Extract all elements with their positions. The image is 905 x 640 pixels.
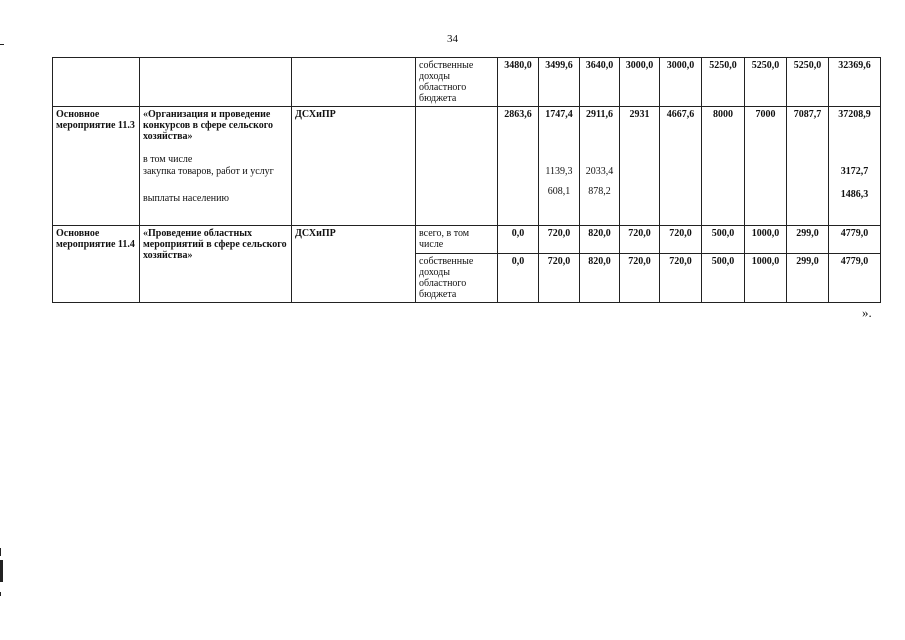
value-cell: 1000,0 xyxy=(745,226,787,254)
total-value: 37208,9 xyxy=(838,109,871,120)
total-cell: 4779,0 xyxy=(829,226,881,254)
value-cell: 2863,6 xyxy=(498,107,539,226)
measure-label: Основное мероприятие 11.3 xyxy=(53,107,140,226)
value-cell: 299,0 xyxy=(787,226,829,254)
sub-value: 1139,3 xyxy=(545,166,573,177)
value-cell: 5250,0 xyxy=(745,58,787,107)
value-cell: 4667,6 xyxy=(660,107,702,226)
value-cell: 7000 xyxy=(745,107,787,226)
sub-value: 608,1 xyxy=(547,186,571,197)
including-label: в том числе xyxy=(143,154,193,165)
total-cell: 32369,6 xyxy=(829,58,881,107)
value-cell: 7087,7 xyxy=(787,107,829,226)
executor: ДСХиПР xyxy=(292,107,416,226)
value-cell: 500,0 xyxy=(702,226,745,254)
empty-cell xyxy=(140,58,292,107)
sub-item-label: закупка товаров, работ и услуг xyxy=(143,166,274,177)
value-cell: 299,0 xyxy=(787,254,829,303)
value-cell: 720,0 xyxy=(660,226,702,254)
value-cell: 720,0 xyxy=(660,254,702,303)
funding-source: собственные доходы областного бюджета xyxy=(416,58,498,107)
value-cell: 820,0 xyxy=(580,226,620,254)
empty-cell xyxy=(53,58,140,107)
scan-mark xyxy=(0,548,1,556)
empty-cell xyxy=(416,107,498,226)
value: 1747,4 xyxy=(545,109,573,120)
value-cell: 3000,0 xyxy=(620,58,660,107)
value-cell: 3640,0 xyxy=(580,58,620,107)
value-cell: 8000 xyxy=(702,107,745,226)
sub-total: 1486,3 xyxy=(840,189,869,200)
total-cell xyxy=(829,107,881,226)
value-cell: 3000,0 xyxy=(660,58,702,107)
value-cell: 3499,6 xyxy=(539,58,580,107)
table-row xyxy=(53,107,881,226)
measure-title-cell xyxy=(140,107,292,226)
value-cell: 5250,0 xyxy=(702,58,745,107)
measure-label: Основное мероприятие 11.4 xyxy=(53,226,140,303)
measure-title: «Организация и проведение конкурсов в сфере сельского хозяйства» xyxy=(143,109,273,142)
value-cell: 720,0 xyxy=(539,254,580,303)
scan-mark xyxy=(0,592,1,596)
table-row xyxy=(53,226,881,254)
value-cell xyxy=(580,107,620,226)
budget-table xyxy=(52,57,881,303)
value-cell: 720,0 xyxy=(539,226,580,254)
value-cell: 0,0 xyxy=(498,226,539,254)
sub-item-label: выплаты населению xyxy=(143,193,229,204)
value-cell: 2931 xyxy=(620,107,660,226)
value-cell: 500,0 xyxy=(702,254,745,303)
measure-title: «Проведение областных мероприятий в сфере сельского хозяйства» xyxy=(140,226,292,303)
value-cell: 3480,0 xyxy=(498,58,539,107)
table-row xyxy=(53,58,881,107)
value-cell: 5250,0 xyxy=(787,58,829,107)
value-cell xyxy=(539,107,580,226)
closing-quote: ». xyxy=(862,305,872,320)
sub-value: 2033,4 xyxy=(585,166,614,177)
sub-total: 3172,7 xyxy=(840,166,869,177)
executor: ДСХиПР xyxy=(292,226,416,303)
total-cell: 4779,0 xyxy=(829,254,881,303)
measure-title-block xyxy=(143,109,288,203)
value-cell: 720,0 xyxy=(620,226,660,254)
value-cell: 720,0 xyxy=(620,254,660,303)
sub-value: 878,2 xyxy=(588,186,611,197)
page-number: 34 xyxy=(447,33,458,45)
value-cell: 1000,0 xyxy=(745,254,787,303)
value: 2911,6 xyxy=(586,109,613,120)
funding-source: всего, в том числе xyxy=(416,226,498,254)
funding-source: собственные доходы областного бюджета xyxy=(416,254,498,303)
empty-cell xyxy=(292,58,416,107)
value-cell: 0,0 xyxy=(498,254,539,303)
scan-mark xyxy=(0,560,3,582)
scan-mark xyxy=(0,44,4,45)
value-cell: 820,0 xyxy=(580,254,620,303)
